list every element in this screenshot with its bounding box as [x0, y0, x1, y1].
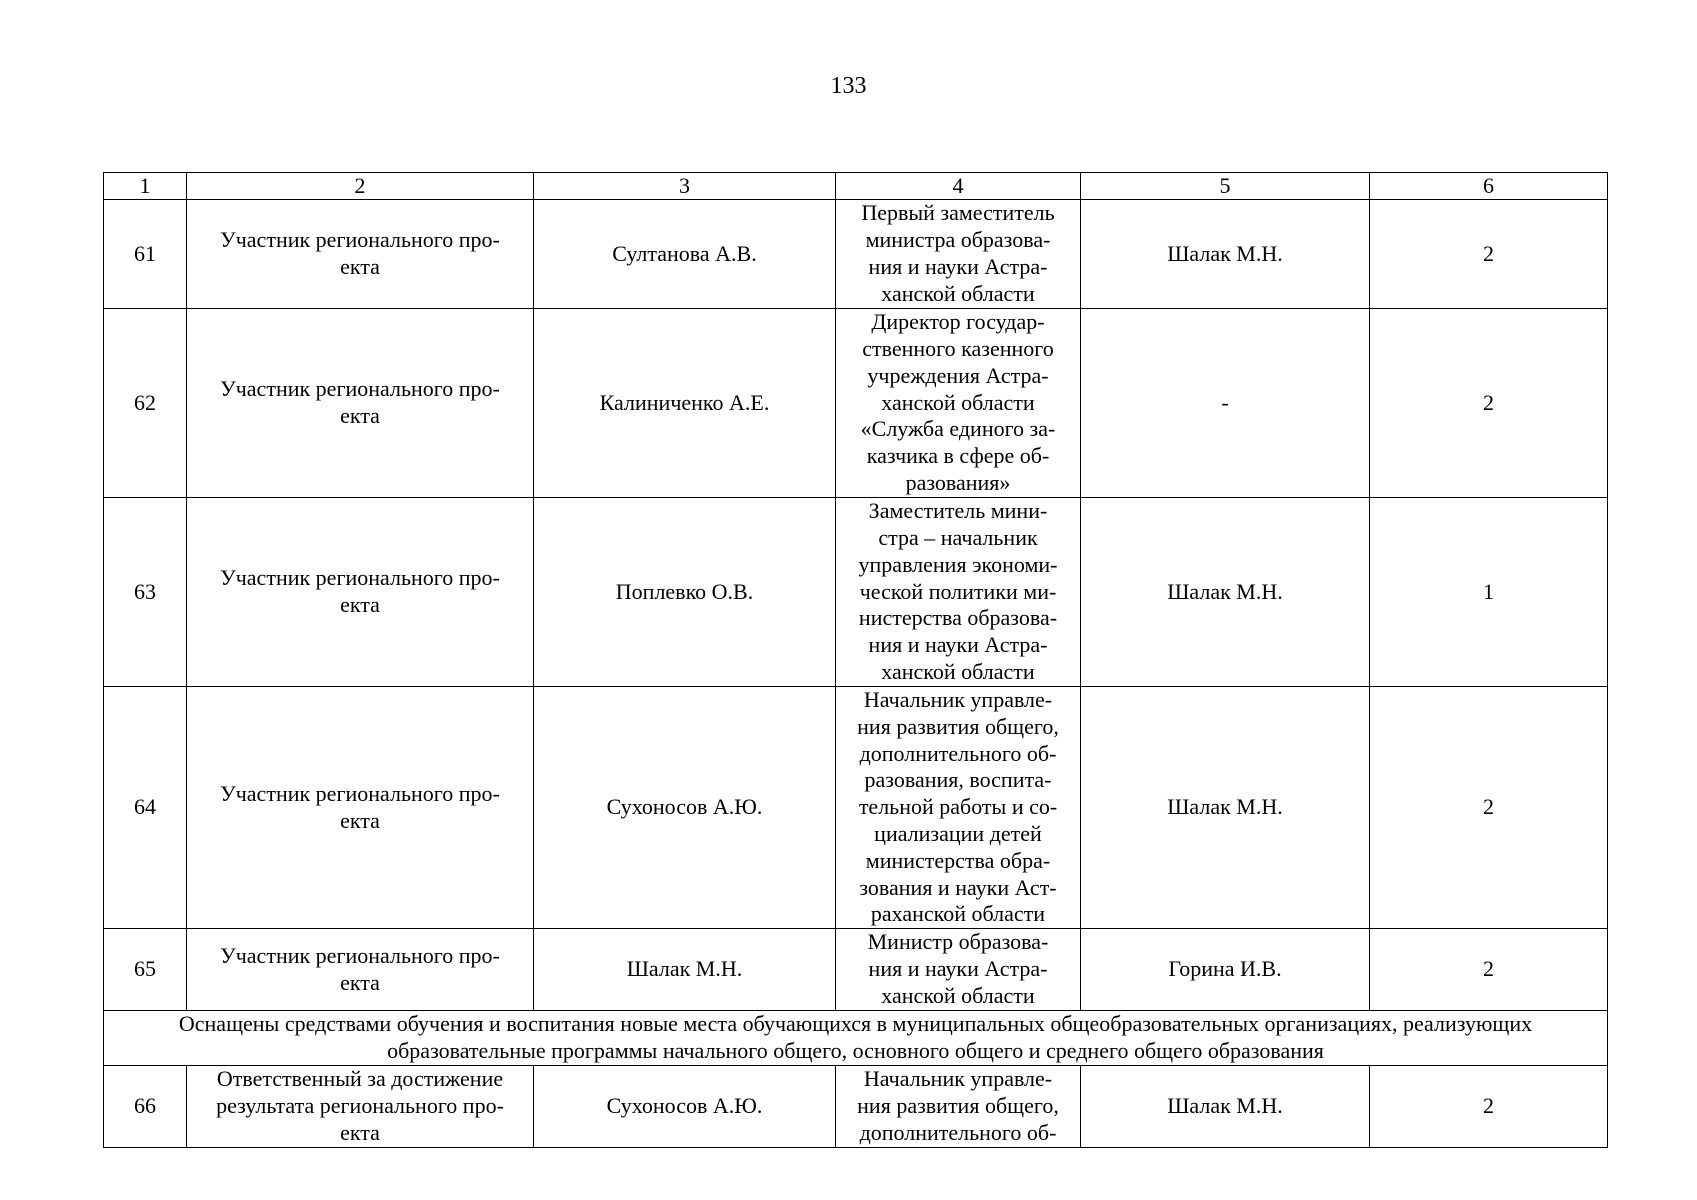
position-line: ственного казенного [862, 336, 1054, 361]
position-line: циализации детей [874, 820, 1042, 846]
load-cell: 2 [1370, 1065, 1608, 1147]
position-line: Начальник управле- [863, 1066, 1053, 1092]
role-cell [187, 929, 534, 1011]
person-cell: Сухоносов А.Ю. [534, 1065, 836, 1147]
table-row [104, 309, 1608, 498]
position-line: Заместитель мини- [868, 498, 1048, 524]
position-cell [836, 1065, 1081, 1147]
position-line: ханской области [881, 280, 1035, 306]
table-row [104, 929, 1608, 1011]
position-line: Директор государ- [871, 309, 1045, 335]
position-line: учреждения Астра- [867, 362, 1049, 388]
person-cell: Поплевко О.В. [534, 498, 836, 687]
supervisor-cell: Горина И.В. [1081, 929, 1370, 1011]
position-line: тельной работы и со- [858, 794, 1058, 820]
position-line: разования, воспита- [864, 767, 1052, 793]
supervisor-cell: - [1081, 309, 1370, 498]
position-line: разования» [905, 469, 1011, 495]
role-cell [187, 309, 534, 498]
load-cell: 2 [1370, 687, 1608, 929]
person-cell: Султанова А.В. [534, 200, 836, 309]
role-cell [187, 1065, 534, 1147]
role-line: екта [340, 592, 380, 617]
person-cell: Калиниченко А.Е. [534, 309, 836, 498]
column-header: 6 [1370, 173, 1608, 200]
position-cell [836, 929, 1081, 1011]
position-line: министерства обра- [865, 847, 1051, 873]
role-line: Участник регионального про- [220, 780, 500, 806]
position-line: ния и науки Астра- [868, 254, 1048, 279]
row-number: 64 [104, 687, 187, 929]
position-line: казчика в сфере об- [866, 443, 1050, 469]
position-line: дополнительного об- [859, 740, 1057, 766]
role-line: екта [340, 1119, 380, 1145]
row-number: 66 [104, 1065, 187, 1147]
position-line: дополнительного об- [859, 1119, 1057, 1145]
role-line: Участник регионального про- [220, 227, 500, 253]
position-line: ния развития общего, [857, 713, 1059, 739]
column-header: 4 [836, 173, 1081, 200]
load-cell: 1 [1370, 498, 1608, 687]
role-line: Участник регионального про- [220, 942, 500, 968]
role-line: результата регионального про- [216, 1092, 504, 1118]
table-row [104, 1065, 1608, 1147]
supervisor-cell: Шалак М.Н. [1081, 498, 1370, 687]
position-line: ния и науки Астра- [868, 632, 1048, 658]
page-number: 133 [830, 73, 867, 99]
role-cell [187, 498, 534, 687]
section-heading [104, 1011, 1608, 1066]
position-cell [836, 200, 1081, 309]
load-cell: 2 [1370, 309, 1608, 498]
load-cell: 2 [1370, 200, 1608, 309]
position-line: нистерства образова- [858, 605, 1058, 631]
load-cell: 2 [1370, 929, 1608, 1011]
position-line: зования и науки Аст- [859, 874, 1057, 900]
role-line: екта [340, 254, 380, 279]
position-line: раханской области [870, 901, 1046, 927]
role-line: Участник регионального про- [220, 565, 500, 591]
supervisor-cell: Шалак М.Н. [1081, 1065, 1370, 1147]
position-line: Начальник управле- [863, 687, 1053, 712]
role-cell [187, 200, 534, 309]
row-number: 61 [104, 200, 187, 309]
position-line: министра образова- [865, 227, 1051, 253]
column-header: 3 [534, 173, 836, 200]
position-line: Министр образова- [867, 929, 1049, 955]
section-line: Оснащены средствами обучения и воспитания новые места обучающихся в муниципальных общеобразовательных организациях, реализующих [178, 1011, 1533, 1037]
row-number: 65 [104, 929, 187, 1011]
section-row [104, 1011, 1608, 1066]
position-line: «Служба единого за- [860, 416, 1056, 442]
role-line: Участник регионального про- [220, 376, 500, 402]
role-line: екта [340, 969, 380, 995]
position-line: ханской области [881, 389, 1035, 415]
column-header: 5 [1081, 173, 1370, 200]
person-cell: Сухоносов А.Ю. [534, 687, 836, 929]
role-line: Ответственный за достижение [216, 1066, 504, 1092]
table-row [104, 498, 1608, 687]
person-cell: Шалак М.Н. [534, 929, 836, 1011]
column-header: 1 [104, 173, 187, 200]
position-line: ческой политики ми- [859, 578, 1057, 604]
table-row [104, 687, 1608, 929]
section-line: образовательные программы начального общего, основного общего и среднего общего образования [387, 1037, 1324, 1063]
role-line: екта [340, 807, 380, 833]
supervisor-cell: Шалак М.Н. [1081, 200, 1370, 309]
role-line: екта [340, 403, 380, 428]
responsibility-table [103, 172, 1608, 1148]
role-cell [187, 687, 534, 929]
position-line: ханской области [881, 658, 1035, 684]
position-line: ханской области [881, 983, 1035, 1009]
position-cell [836, 498, 1081, 687]
supervisor-cell: Шалак М.Н. [1081, 687, 1370, 929]
row-number: 62 [104, 309, 187, 498]
position-line: ния развития общего, [857, 1092, 1059, 1118]
position-line: стра – начальник [878, 525, 1038, 550]
column-header: 2 [187, 173, 534, 200]
position-line: ния и науки Астра- [868, 956, 1048, 982]
position-line: Первый заместитель [861, 200, 1055, 226]
column-number-row [104, 173, 1608, 200]
position-cell [836, 687, 1081, 929]
table-row [104, 200, 1608, 309]
position-cell [836, 309, 1081, 498]
row-number: 63 [104, 498, 187, 687]
position-line: управления экономи- [858, 551, 1058, 577]
